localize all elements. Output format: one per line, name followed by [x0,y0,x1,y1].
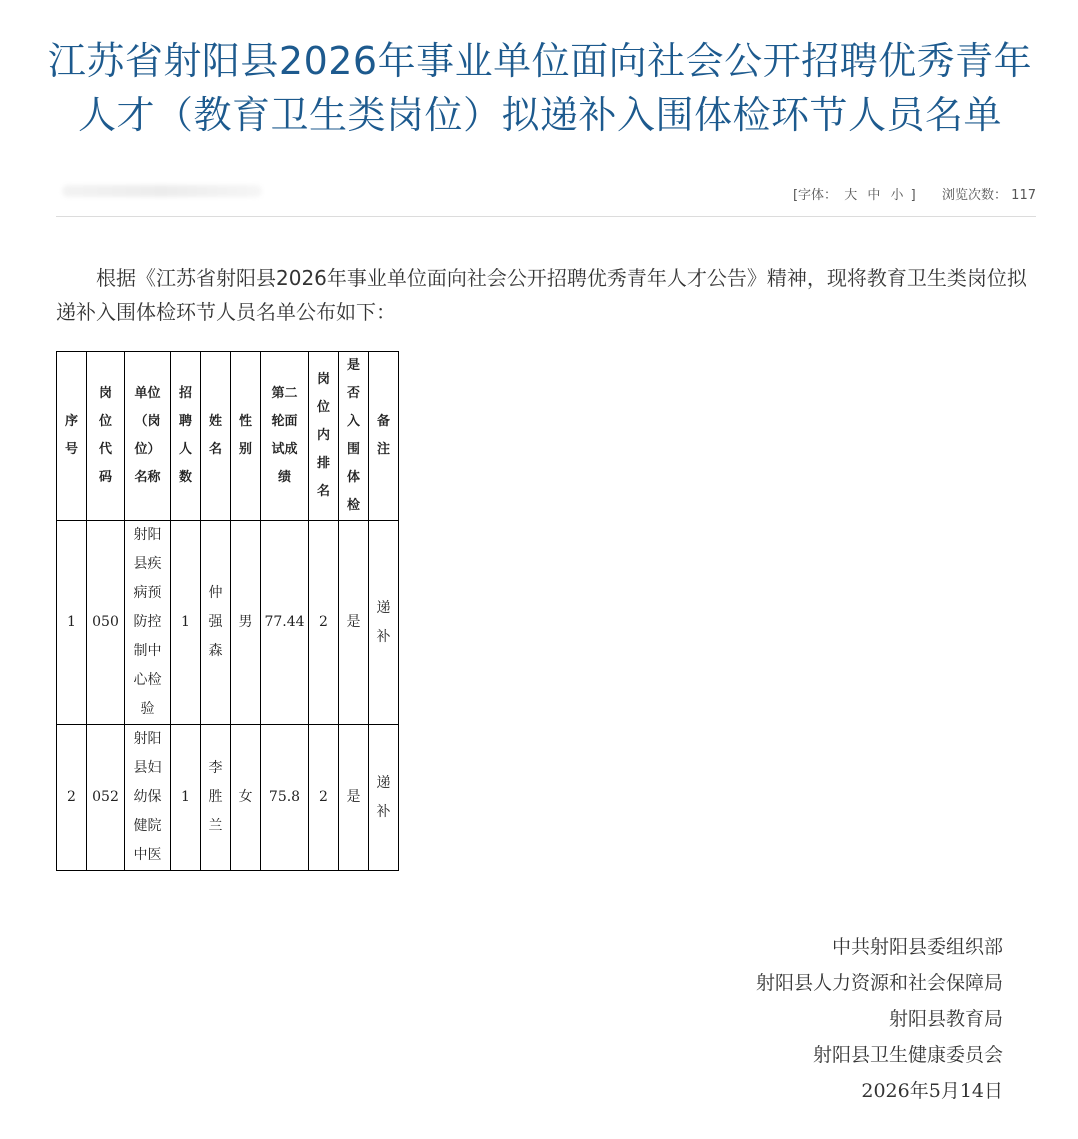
font-size-close: ] [910,188,916,203]
divider [56,216,1036,217]
table-cell: 2 [309,725,339,871]
table-cell: 1 [171,521,201,725]
font-size-label: [字体： [792,188,838,203]
signature-org-4: 射阳县卫生健康委员会 [812,1044,1003,1066]
font-size-medium-link[interactable]: 中 [867,188,881,203]
font-size-large-link[interactable]: 大 [844,188,858,203]
signature-org-3: 射阳县教育局 [888,1008,1003,1030]
table-header-row [57,352,399,521]
header-cell: 第二轮面试成绩 [261,352,309,521]
signature-org-1: 中共射阳县委组织部 [831,936,1003,958]
table-row [57,725,399,871]
table-cell: 射阳县妇幼保健院中医 [125,725,171,871]
header-cell: 招聘人数 [171,352,201,521]
table-cell: 男 [231,521,261,725]
table-cell: 递补 [369,725,399,871]
table-cell: 是 [339,521,369,725]
table-cell: 1 [171,725,201,871]
font-size-small-link[interactable]: 小 [890,188,904,203]
table-cell: 递补 [369,521,399,725]
intro-paragraph: 根据《江苏省射阳县2026年事业单位面向社会公开招聘优秀青年人才公告》精神，现将教育卫生类岗位拟递补入围体检环节人员名单公布如下： [56,266,1027,324]
table-cell: 1 [57,521,87,725]
table-cell: 050 [87,521,125,725]
header-cell: 岗位代码 [87,352,125,521]
title-line-1: 江苏省射阳县2026年事业单位面向社会公开招聘优秀青年 [47,39,1033,83]
signature-date: 2026年5月14日 [861,1080,1003,1102]
table-cell: 射阳县疾病预防控制中心检验 [125,521,171,725]
table-cell: 李胜兰 [201,725,231,871]
title-line-2: 人才（教育卫生类岗位）拟递补入围体检环节人员名单 [77,93,1002,137]
signature-org-2: 射阳县人力资源和社会保障局 [755,972,1003,994]
table-cell: 77.44 [261,521,309,725]
table-cell: 2 [57,725,87,871]
header-cell: 岗位内排名 [309,352,339,521]
header-cell: 单位（岗位）名称 [125,352,171,521]
article-meta [793,184,1036,203]
header-cell: 备注 [369,352,399,521]
table-cell: 仲强森 [201,521,231,725]
table-row [57,521,399,725]
views-count: 117 [1011,188,1036,203]
table-cell: 052 [87,725,125,871]
table-cell: 2 [309,521,339,725]
header-cell: 是否入围体检 [339,352,369,521]
table-cell: 是 [339,725,369,871]
article-title [40,34,1040,142]
table-cell: 女 [231,725,261,871]
header-cell: 序号 [57,352,87,521]
header-cell: 性别 [231,352,261,521]
blurred-source-info [62,185,262,197]
table-cell: 75.8 [261,725,309,871]
views-label: 浏览次数： [942,188,1008,203]
header-cell: 姓名 [201,352,231,521]
candidate-table [56,351,399,871]
